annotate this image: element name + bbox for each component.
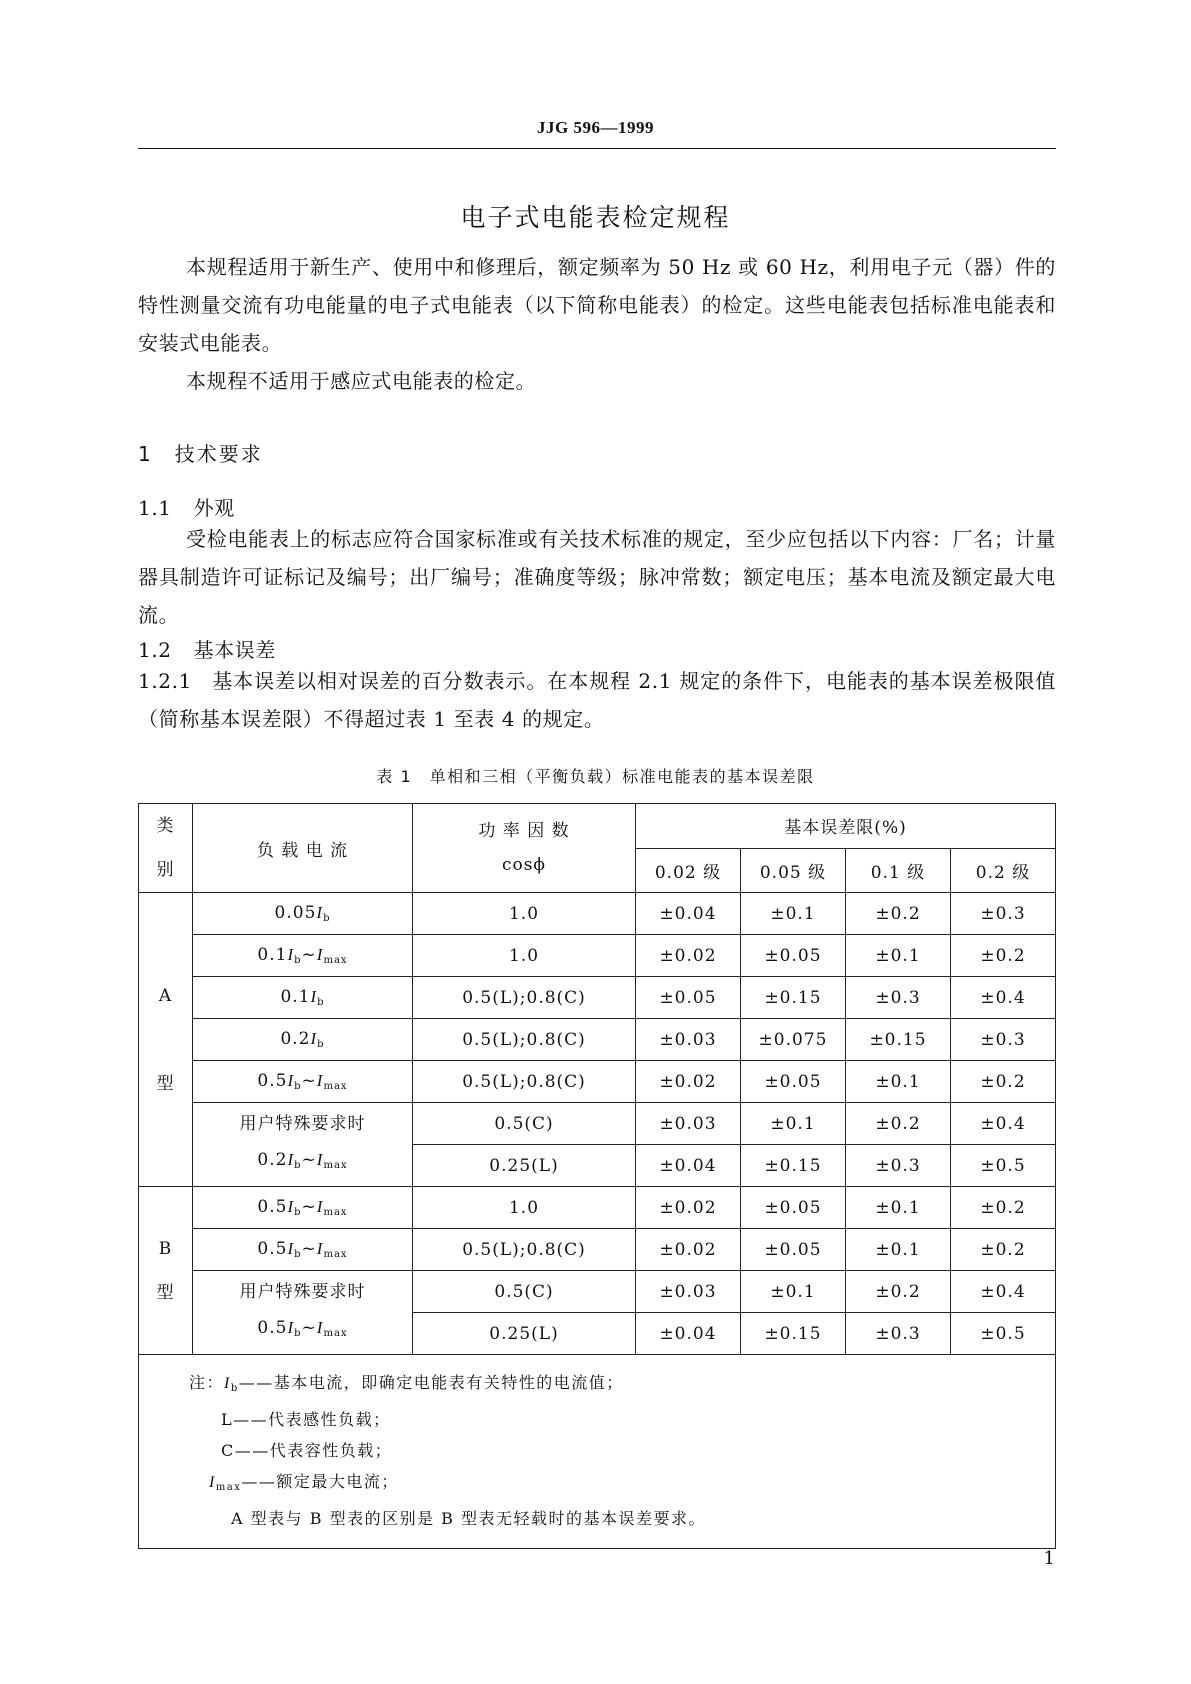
error-cell: ±0.1 xyxy=(846,1187,951,1229)
document-code-header: JJG 596—1999 xyxy=(537,118,654,137)
error-cell: ±0.02 xyxy=(636,1229,741,1271)
table-row xyxy=(139,935,1056,977)
error-cell: ±0.15 xyxy=(741,1313,846,1355)
subsection-1-1-body: 受检电能表上的标志应符合国家标准或有关技术标准的规定，至少应包括以下内容：厂名；计量器具制造许可证标记及编号；出厂编号；准确度等级；脉冲常数；额定电压；基本电流及额定最大电流。 xyxy=(138,527,1056,627)
error-cell: ±0.4 xyxy=(951,1103,1056,1145)
subsection-1-1-heading xyxy=(138,492,235,521)
error-cell: ±0.2 xyxy=(951,1229,1056,1271)
error-cell: ±0.1 xyxy=(846,1061,951,1103)
error-cell: ±0.1 xyxy=(846,935,951,977)
error-cell: ±0.05 xyxy=(741,1229,846,1271)
load-current-cell: $0.5I_b\sim I_{max}$ xyxy=(193,1061,413,1103)
error-cell: ±0.4 xyxy=(951,977,1056,1019)
subsection-1-1-title: 外观 xyxy=(193,496,235,520)
error-cell: ±0.3 xyxy=(846,977,951,1019)
header-error-limit-group: 基本误差限(%) xyxy=(636,804,1056,849)
error-cell: ±0.02 xyxy=(636,1187,741,1229)
power-factor-cell: 1.0 xyxy=(413,935,636,977)
error-cell: ±0.2 xyxy=(846,1103,951,1145)
header-load-current: 负 载 电 流 xyxy=(193,804,413,893)
table-1-caption: 表 1 单相和三相（平衡负载）标准电能表的基本误差限 xyxy=(376,767,815,786)
special-request-current-cell: 用户特殊要求时 $0.2I_b\sim I_{max}$ xyxy=(193,1103,413,1187)
table-notes-row xyxy=(139,1355,1056,1549)
subsection-1-2-number: 1.2 xyxy=(138,638,172,662)
table-row xyxy=(139,1019,1056,1061)
power-factor-cell: 0.5(L);0.8(C) xyxy=(413,1019,636,1061)
table-notes xyxy=(139,1355,1056,1549)
load-current-cell: $0.1I_b\sim I_{max}$ xyxy=(193,935,413,977)
type-a-cell: A 型 xyxy=(139,893,193,1187)
header-class-0-2: 0.2 级 xyxy=(951,848,1056,893)
section-1-number: 1 xyxy=(138,442,153,466)
power-factor-cell: 0.5(L);0.8(C) xyxy=(413,1229,636,1271)
clause-1-2-1-body: 基本误差以相对误差的百分数表示。在本规程 2.1 规定的条件下，电能表的基本误差极限值（简称基本误差限）不得超过表 1 至表 4 的规定。 xyxy=(138,669,1056,731)
table-row xyxy=(139,977,1056,1019)
error-cell: ±0.3 xyxy=(846,1313,951,1355)
error-cell: ±0.2 xyxy=(846,893,951,935)
error-cell: ±0.3 xyxy=(951,1019,1056,1061)
error-cell: ±0.075 xyxy=(741,1019,846,1061)
load-current-cell: $0.2I_b$ xyxy=(193,1019,413,1061)
error-cell: ±0.1 xyxy=(846,1229,951,1271)
error-cell: ±0.02 xyxy=(636,935,741,977)
header-class-0-1: 0.1 级 xyxy=(846,848,951,893)
error-cell: ±0.02 xyxy=(636,1061,741,1103)
error-cell: ±0.3 xyxy=(951,893,1056,935)
note-ib: 注：$I_b——$基本电流，即确定电能表有关特性的电流值； xyxy=(189,1373,624,1394)
error-cell: ±0.15 xyxy=(846,1019,951,1061)
page-number: 1 xyxy=(1043,1548,1055,1569)
intro-paragraph-1: 本规程适用于新生产、使用中和修理后，额定频率为 50 Hz 或 60 Hz，利用电子元（器）件的特性测量交流有功电能量的电子式电能表（以下简称电能表）的检定。这些电能表包括标准电能表和安装式电能表。 xyxy=(138,255,1056,355)
type-b-cell: B 型 xyxy=(139,1187,193,1355)
table-row xyxy=(139,1061,1056,1103)
power-factor-cell: 0.5(C) xyxy=(413,1103,636,1145)
load-current-cell: $0.1I_b$ xyxy=(193,977,413,1019)
special-request-current-cell: 用户特殊要求时 $0.5I_b\sim I_{max}$ xyxy=(193,1271,413,1355)
error-cell: ±0.04 xyxy=(636,1145,741,1187)
power-factor-cell: 1.0 xyxy=(413,893,636,935)
load-current-cell: $0.5I_b\sim I_{max}$ xyxy=(193,1187,413,1229)
clause-1-2-1-number: 1.2.1 xyxy=(138,669,192,693)
error-cell: ±0.04 xyxy=(636,1313,741,1355)
header-type-cell: 类 别 xyxy=(139,804,193,893)
power-factor-cell: 0.5(L);0.8(C) xyxy=(413,1061,636,1103)
intro-paragraph-2: 本规程不适用于感应式电能表的检定。 xyxy=(186,369,537,393)
power-factor-cell: 0.5(C) xyxy=(413,1271,636,1313)
error-cell: ±0.5 xyxy=(951,1313,1056,1355)
note-imax: $I_{max}——$额定最大电流； xyxy=(209,1472,399,1493)
error-cell: ±0.04 xyxy=(636,893,741,935)
table-row xyxy=(139,1103,1056,1145)
header-class-0-02: 0.02 级 xyxy=(636,848,741,893)
error-cell: ±0.3 xyxy=(846,1145,951,1187)
basic-error-limit-table xyxy=(138,803,1056,1549)
section-1-heading xyxy=(138,438,263,467)
table-row xyxy=(139,1229,1056,1271)
error-cell: ±0.05 xyxy=(741,1187,846,1229)
error-cell: ±0.1 xyxy=(741,893,846,935)
load-current-cell: $0.5I_b\sim I_{max}$ xyxy=(193,1229,413,1271)
power-factor-cell: 0.25(L) xyxy=(413,1145,636,1187)
note-l: L——代表感性负载； xyxy=(221,1410,391,1429)
table-row xyxy=(139,893,1056,935)
error-cell: ±0.1 xyxy=(741,1271,846,1313)
error-cell: ±0.2 xyxy=(846,1271,951,1313)
subsection-1-2-title: 基本误差 xyxy=(193,638,277,662)
document-title: 电子式电能表检定规程 xyxy=(460,203,731,232)
error-cell: ±0.05 xyxy=(636,977,741,1019)
error-cell: ±0.2 xyxy=(951,935,1056,977)
power-factor-cell: 1.0 xyxy=(413,1187,636,1229)
section-1-title: 技术要求 xyxy=(174,442,263,466)
header-power-factor: 功 率 因 数 cosϕ xyxy=(413,804,636,893)
error-cell: ±0.2 xyxy=(951,1187,1056,1229)
error-cell: ±0.03 xyxy=(636,1019,741,1061)
subsection-1-1-number: 1.1 xyxy=(138,496,172,520)
error-cell: ±0.5 xyxy=(951,1145,1056,1187)
table-row xyxy=(139,1187,1056,1229)
error-cell: ±0.15 xyxy=(741,977,846,1019)
power-factor-cell: 0.5(L);0.8(C) xyxy=(413,977,636,1019)
table-row xyxy=(139,1271,1056,1313)
error-cell: ±0.2 xyxy=(951,1061,1056,1103)
error-cell: ±0.15 xyxy=(741,1145,846,1187)
error-cell: ±0.03 xyxy=(636,1271,741,1313)
load-current-cell: $0.05I_b$ xyxy=(193,893,413,935)
header-class-0-05: 0.05 级 xyxy=(741,848,846,893)
error-cell: ±0.05 xyxy=(741,1061,846,1103)
subsection-1-2-heading xyxy=(138,634,276,663)
clause-1-2-1 xyxy=(138,662,1056,738)
header-rule xyxy=(138,148,1056,149)
note-c: C——代表容性负载； xyxy=(221,1441,393,1460)
power-factor-cell: 0.25(L) xyxy=(413,1313,636,1355)
error-cell: ±0.03 xyxy=(636,1103,741,1145)
error-cell: ±0.4 xyxy=(951,1271,1056,1313)
table-header-row-1 xyxy=(139,804,1056,849)
error-cell: ±0.1 xyxy=(741,1103,846,1145)
error-cell: ±0.05 xyxy=(741,935,846,977)
note-type-difference: A 型表与 B 型表的区别是 B 型表无轻载时的基本误差要求。 xyxy=(231,1509,707,1528)
